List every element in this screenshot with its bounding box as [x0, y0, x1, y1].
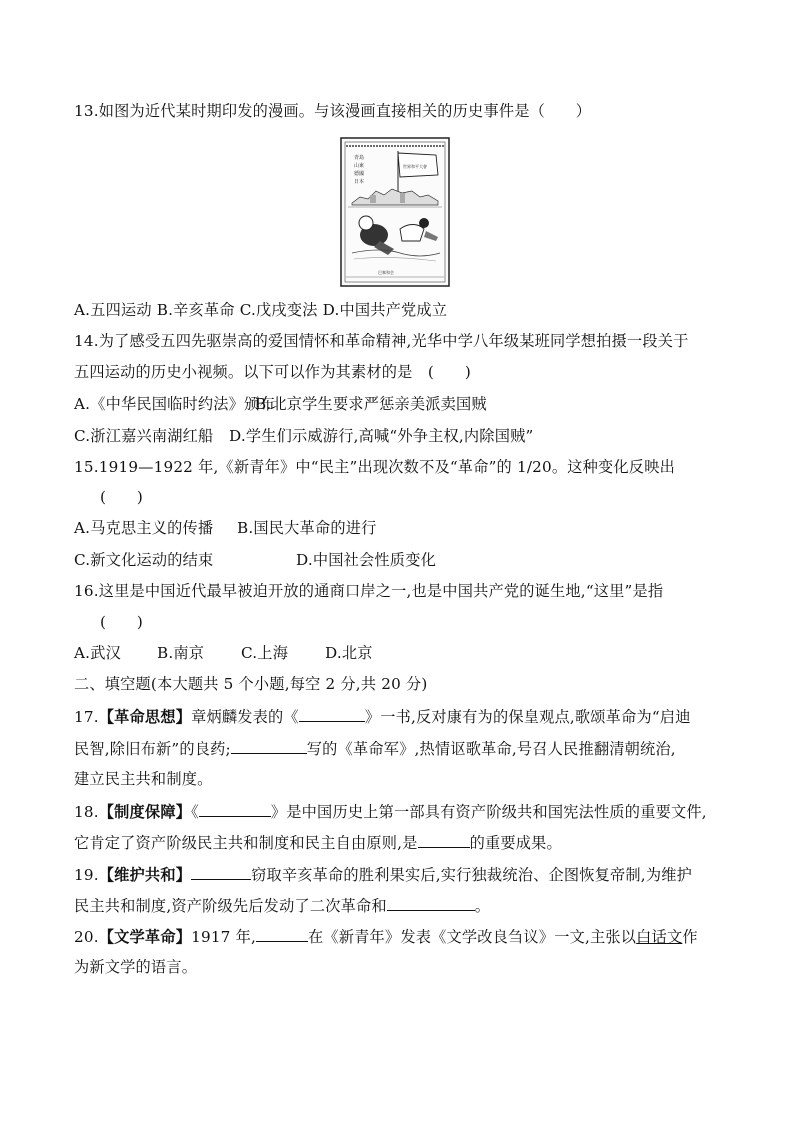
q20-tag: 【文学革命】 [98, 928, 192, 946]
q19-line1 [74, 863, 692, 885]
q19-blank-1[interactable] [191, 863, 251, 880]
cartoon-text-3: 德國 [354, 171, 365, 177]
q20-line1 [74, 925, 698, 947]
cartoon-text-1: 青島 [354, 155, 365, 161]
q20-text-1: 1917 年, [191, 928, 256, 946]
q17-blank-2[interactable] [231, 737, 307, 754]
q17-text-3: 民智,除旧布新”的良药; [74, 740, 231, 758]
cartoon-image [340, 137, 450, 287]
q18-blank-1[interactable] [199, 800, 271, 817]
q14-options-row1 [74, 394, 487, 414]
q17-text-2: 》一书,反对康有为的保皇观点,歌颂革命为“启迪 [364, 708, 691, 726]
q15-options-row2 [74, 550, 436, 570]
q19-tag: 【维护共和】 [98, 866, 192, 884]
q16-stem-line1: 16.这里是中国近代最早被迫开放的通商口岸之一,也是中国共产党的诞生地,“这里”是指 [74, 582, 664, 600]
q19-blank-2[interactable] [387, 894, 475, 911]
q17-line1 [74, 705, 691, 727]
q14-option-a: A.《中华民国临时约法》颁布 [74, 395, 275, 413]
q15-stem-line2: ( ) [100, 488, 144, 506]
q15-option-c: C.新文化运动的结束 [74, 551, 214, 569]
q16-option-c: C.上海 [241, 644, 289, 662]
q18-text-3: 它肯定了资产阶级民主共和制度和民主自由原则,是 [74, 834, 418, 852]
q19-text-2: 民主共和制度,资产阶级先后发动了二次革命和 [74, 897, 387, 915]
q16-options [74, 643, 373, 663]
cartoon-flag-text: 世界和平大會 [403, 164, 427, 169]
q16-option-b: B.南京 [157, 644, 205, 662]
q18-tag: 【制度保障】 [98, 803, 192, 821]
q19-text-3: 。 [474, 897, 491, 915]
q20-underlined-text: 白话文 [636, 928, 683, 946]
q16-stem-line2: ( ) [100, 613, 144, 631]
q19-text-1: 窃取辛亥革命的胜利果实后,实行独裁统治、企图恢复帝制,为维护 [251, 866, 692, 884]
q20-number: 20. [74, 928, 99, 946]
q18-text-2: 》是中国历史上第一部具有资产阶级共和国宪法性质的重要文件, [270, 803, 707, 821]
q15-option-b: B.国民大革命的进行 [237, 519, 377, 537]
q17-number: 17. [74, 708, 99, 726]
q16-option-d: D.北京 [325, 644, 373, 662]
q14-option-d: D.学生们示威游行,高喊“外争主权,内除国贼” [229, 427, 534, 445]
q15-options-row1 [74, 518, 377, 538]
q18-text-1: 《 [191, 803, 199, 821]
cartoon-text-2: 山東 [354, 163, 365, 169]
cartoon-footer: 巴黎和会 [378, 270, 394, 275]
q16-option-a: A.武汉 [74, 644, 121, 662]
q15-option-d: D.中国社会性质变化 [296, 551, 436, 569]
q17-text-1: 章炳麟发表的《 [191, 708, 299, 726]
q17-text-4: 写的《革命军》,热情讴歌革命,号召人民推翻清朝统治, [306, 740, 676, 758]
q19-number: 19. [74, 866, 99, 884]
q14-stem-line2: 五四运动的历史小视频。以下可以作为其素材的是 ( ) [74, 363, 471, 381]
q17-blank-1[interactable] [299, 705, 365, 722]
q14-option-c: C.浙江嘉兴南湖红船 [74, 427, 214, 445]
q20-text-2: 在《新青年》发表《文学改良刍议》一文,主张以 [308, 928, 637, 946]
q18-blank-2[interactable] [418, 831, 470, 848]
q20-text-3: 作 [682, 928, 698, 946]
q17-tag: 【革命思想】 [98, 708, 192, 726]
q20-blank-1[interactable] [256, 925, 308, 942]
q18-line1 [74, 800, 707, 822]
q14-options-row2 [74, 426, 533, 446]
q17-line2 [74, 737, 676, 759]
q18-number: 18. [74, 803, 99, 821]
section-heading: 二、填空题(本大题共 5 个小题,每空 2 分,共 20 分) [74, 675, 428, 693]
q14-stem-line1: 14.为了感受五四先驱崇高的爱国情怀和革命精神,光华中学八年级某班同学想拍摄一段关于 [74, 332, 689, 350]
q19-line2 [74, 894, 490, 916]
q13-options: A.五四运动 B.辛亥革命 C.戊戌变法 D.中国共产党成立 [74, 301, 448, 319]
q15-stem-line1: 15.1919—1922 年,《新青年》中“民主”出现次数不及“革命”的 1/20。这种变化反映出 [74, 458, 675, 476]
q18-text-4: 的重要成果。 [469, 834, 562, 852]
q18-line2 [74, 831, 562, 853]
q17-line3: 建立民主共和制度。 [74, 770, 213, 788]
q20-line2: 为新文学的语言。 [74, 958, 198, 976]
q14-option-b: B.北京学生要求严惩亲美派卖国贼 [255, 395, 487, 413]
cartoon-text-4: 日本 [354, 179, 365, 185]
q13-stem: 13.如图为近代某时期印发的漫画。与该漫画直接相关的历史事件是（ ） [74, 102, 592, 120]
q15-option-a: A.马克思主义的传播 [74, 519, 214, 537]
